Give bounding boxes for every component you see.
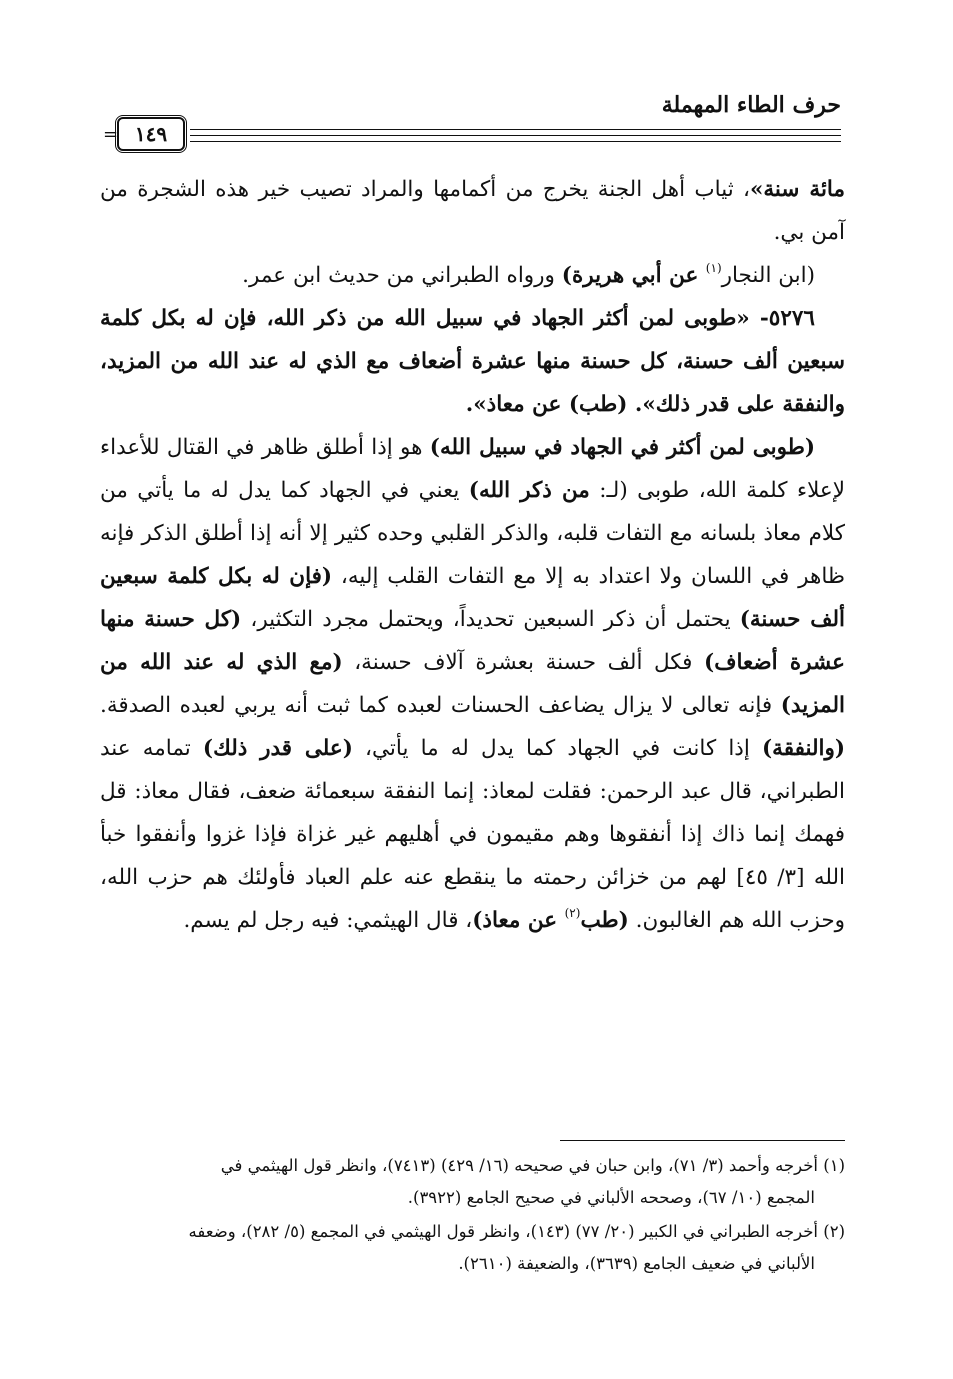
bold-phrase: (والنفقة) <box>762 736 846 761</box>
hadith-number: ٥٢٧٦- <box>749 306 815 331</box>
footnote-ref[interactable]: (٢) <box>564 906 581 920</box>
footnote-2 <box>100 1216 845 1280</box>
footnote-text: (١) أخرجه وأحمد (٣/ ٧١)، وابن حبان في صحيحه (١٦/ ٤٢٩) (٧٤١٣)، وانظر قول الهيثمي في <box>220 1156 845 1175</box>
text-span: فكل ألف حسنة بعشرة آلاف حسنة، <box>342 650 705 675</box>
hadith-paragraph <box>100 297 845 426</box>
bold-phrase: من ذكر الله) <box>468 478 590 503</box>
bold-phrase: (كل حسنة منها عشرة أضعاف) <box>100 607 845 675</box>
text-span: يعني في الجهاد كما يدل له ما يأتي من كلام معاذ بلسانه مع التفات قلبه، والذكر القلبي وحده كثير إلا أنه إذا أطلق الذكر فإنه ظاهر في اللسان ولا اعتداد به إلا مع التفات القلب إليه، <box>100 478 845 589</box>
bold-phrase: (طوبى لمن أكثر في الجهاد في سبيل الله) <box>429 435 815 460</box>
bold-phrase: عن معاذ) <box>472 908 565 933</box>
header-rule <box>190 129 841 130</box>
text-span: تمامه عند الطبراني، قال عبد الرحمن: فقلت لمعاذ: إنما النفقة سبعمائة ضعف، فقال معاذ: قل فهمك إنما ذاك إذا أنفقوها وهم مقيمون في أهليهم غير غزاة فإذا غزوا وأنفقوا خبأ الله [٣/ ٤٥] لهم من خزائن رحمته ما ينقطع عنه علم العباد فأولئك هم حزب الله، وحزب الله هم الغالبون. <box>100 736 845 933</box>
chapter-title: حرف الطاء المهملة <box>661 92 841 118</box>
footnote-text: (٢) أخرجه الطبراني في الكبير (٢٠/ ٧٧) (١٤٣)، وانظر قول الهيثمي في المجمع (٥/ ٢٨٢)، وضعفه <box>188 1222 845 1241</box>
text-span: (ابن النجار <box>721 263 815 288</box>
header-rule <box>190 141 841 142</box>
text-span: فإنه تعالى لا يزال يضاعف الحسنات لعبده كما ثبت أنه يربي لعبده الصدقة. <box>100 693 781 718</box>
header-rule <box>190 135 841 136</box>
bold-phrase: (مع الذي له عند الله من المزيد) <box>100 650 846 718</box>
text-span: هو إذا أطلق ظاهر في القتال للأعداء لإعلاء كلمة الله، طوبى (لـ: <box>100 435 845 503</box>
bold-phrase: مائة سنة» <box>749 177 845 202</box>
page-number: ١٤٩ <box>117 117 185 151</box>
text-span: ، قال الهيثمي: فيه رجل لم يسم. <box>183 908 473 933</box>
footnote-text: المجمع (١٠/ ٦٧)، وصححه الألباني في صحيح الجامع (٣٩٢٢). <box>407 1188 815 1207</box>
footnote-1 <box>100 1150 845 1214</box>
footnote-ref[interactable]: (١) <box>705 261 722 275</box>
footnote-text: الألباني في ضعيف الجامع (٣٦٣٩)، والضعيفة (٢٦١٠). <box>458 1254 815 1273</box>
main-text <box>100 168 845 942</box>
bold-phrase: (على قدر ذلك) <box>202 736 353 761</box>
paragraph <box>100 168 845 254</box>
text-span: إذا كانت في الجهاد كما يدل له ما يأتي، <box>352 736 762 761</box>
footnotes <box>100 1150 845 1282</box>
bold-phrase: (فإن له بكل كلمة سبعين ألف حسنة) <box>100 564 845 632</box>
text-span: يحتمل أن ذكر السبعين تحديداً، ويحتمل مجرد التكثير، <box>241 607 740 632</box>
text-span: ، ثياب أهل الجنة يخرج من أكمامها والمراد تصيب خير هذه الشجرة من آمن بي. <box>100 177 845 245</box>
text-span: ورواه الطبراني من حديث ابن عمر. <box>242 263 562 288</box>
page-number-ornament: = <box>103 124 119 145</box>
footnote-separator <box>560 1140 845 1141</box>
bold-phrase: (طب <box>580 908 629 933</box>
commentary-paragraph <box>100 426 845 942</box>
bold-phrase: عن أبي هريرة) <box>561 263 706 288</box>
paragraph <box>100 254 845 297</box>
hadith-text: «طوبى لمن أكثر الجهاد في سبيل الله من ذكر الله، فإن له بكل كلمة سبعين ألف حسنة، كل حسنة منها عشرة أضعاف مع الذي له عند الله من المزيد، والنفقة على قدر ذلك». (طب) عن معاذ». <box>100 306 845 417</box>
